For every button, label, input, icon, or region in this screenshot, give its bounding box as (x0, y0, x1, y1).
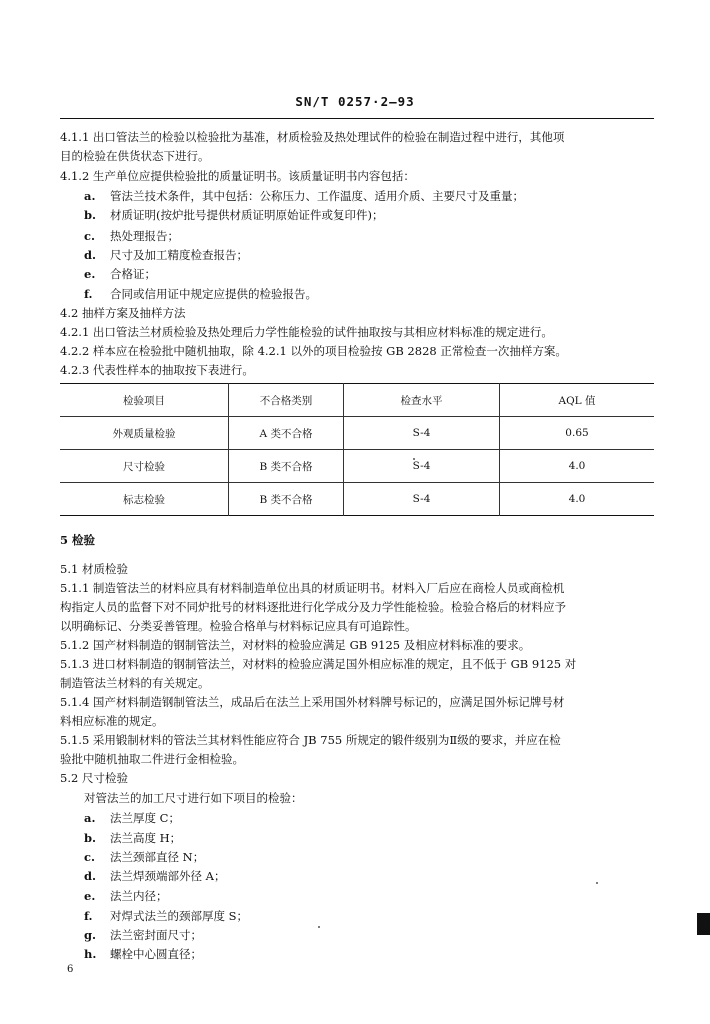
table-row (60, 483, 654, 516)
table-row (60, 450, 654, 483)
list-text: 材质证明(按炉批号提供材质证明原始证件或复印件)； (110, 208, 384, 222)
clause-5-2-intro: 对管法兰的加工尺寸进行如下项目的检验： (84, 791, 303, 805)
scan-speck (413, 458, 415, 460)
list-item (84, 848, 678, 866)
section-5-title: 5 检验 (60, 533, 96, 547)
table-cell: A 类不合格 (229, 417, 344, 450)
table-header-cell: AQL 值 (500, 384, 655, 417)
clause-5-1-1-line-3: 以明确标记、分类妥善管理。检验合格单与材料标记应具有可追踪性。 (60, 619, 417, 633)
list-item (84, 246, 678, 264)
table-header-cell: 不合格类别 (229, 384, 344, 417)
clause-5-1-title: 5.1 材质检验 (60, 562, 128, 576)
list-text: 法兰密封面尺寸； (110, 928, 202, 942)
clause-5-1-3-line-2: 制造管法兰材料的有关规定。 (60, 676, 210, 690)
list-text: 热处理报告； (110, 229, 179, 243)
table-cell: B 类不合格 (229, 450, 344, 483)
list-item (84, 945, 678, 963)
clause-4-1-2-title: 4.1.2 生产单位应提供检验批的质量证明书。该质量证明书内容包括： (60, 169, 415, 183)
clause-5-1-5-line-2: 验批中随机抽取二件进行金相检验。 (60, 752, 244, 766)
list-item (84, 187, 678, 205)
table-cell: 0.65 (500, 417, 655, 450)
list-item (84, 227, 678, 245)
list-marker: e. (84, 267, 96, 281)
list-text: 合同或信用证中规定应提供的检验报告。 (110, 287, 317, 301)
clause-4-2-2: 4.2.2 样本应在检验批中随机抽取，除 4.2.1 以外的项目检验按 GB 2828 正常检查一次抽样方案。 (60, 344, 567, 358)
list-text: 法兰厚度 C； (110, 811, 180, 825)
list-marker: c. (84, 850, 96, 864)
list-marker: e. (84, 889, 96, 903)
list-text: 螺栓中心圆直径； (110, 947, 202, 961)
scan-speck (596, 882, 598, 884)
list-marker: d. (84, 248, 97, 262)
list-item (84, 829, 678, 847)
table-cell: 4.0 (500, 483, 655, 516)
table-header-row (60, 384, 654, 417)
list-marker: f. (84, 909, 93, 923)
table-cell: S-4 (344, 450, 500, 483)
clause-4-2-title: 4.2 抽样方案及抽样方法 (60, 306, 186, 320)
standard-code-header: SN/T 0257·2—93 (295, 94, 415, 109)
clause-5-1-2: 5.1.2 国产材料制造的钢制管法兰，对材料的检验应满足 GB 9125 及相应材料标准的要求。 (60, 638, 531, 652)
clause-5-1-4-line-2: 料相应标准的规定。 (60, 714, 164, 728)
list-text: 尺寸及加工精度检查报告； (110, 248, 248, 262)
list-item (84, 887, 678, 905)
table-cell: 4.0 (500, 450, 655, 483)
list-marker: b. (84, 831, 97, 845)
list-item (84, 809, 678, 827)
list-item (84, 926, 678, 944)
list-marker: a. (84, 189, 96, 203)
list-marker: d. (84, 869, 97, 883)
list-text: 法兰高度 H； (110, 831, 182, 845)
list-marker: a. (84, 811, 96, 825)
clause-5-1-3-line-1: 5.1.3 进口材料制造的钢制管法兰，对材料的检验应满足国外相应标准的规定，且不低于 GB 9125 对 (60, 657, 577, 671)
list-text: 法兰焊颈端部外径 A； (110, 869, 226, 883)
list-text: 合格证； (110, 267, 156, 281)
clause-4-2-1: 4.2.1 出口管法兰材质检验及热处理后力学性能检验的试件抽取按与其相应材料标准的规定进行。 (60, 325, 553, 339)
table-cell: B 类不合格 (229, 483, 344, 516)
table-cell: 尺寸检验 (60, 450, 229, 483)
list-item (84, 285, 678, 303)
table-cell: 外观质量检验 (60, 417, 229, 450)
clause-5-1-4-line-1: 5.1.4 国产材料制造钢制管法兰，成品后在法兰上采用国外材料牌号标记的，应满足国外标记牌号材 (60, 695, 565, 709)
list-item (84, 867, 678, 885)
scan-speck (318, 926, 320, 928)
table-row (60, 417, 654, 450)
list-marker: g. (84, 928, 97, 942)
page-number: 6 (67, 964, 74, 975)
list-text: 法兰内径； (110, 889, 168, 903)
list-text: 法兰颈部直径 N； (110, 850, 205, 864)
list-item (84, 907, 678, 925)
clause-5-1-1-line-1: 5.1.1 制造管法兰的材料应具有材料制造单位出具的材质证明书。材料入厂后应在商检人员或商检机 (60, 581, 565, 595)
table-header-cell: 检验项目 (123, 394, 165, 407)
scan-edge-mark (697, 913, 710, 935)
clause-5-1-5-line-1: 5.1.5 采用锻制材料的管法兰其材料性能应符合 JB 755 所规定的锻件级别为Ⅱ级的要求，并应在检 (60, 733, 561, 747)
list-item (84, 206, 678, 224)
list-text: 管法兰技术条件，其中包括：公称压力、工作温度、适用介质、主要尺寸及重量； (110, 189, 524, 203)
sampling-table (60, 383, 654, 516)
list-marker: h. (84, 947, 97, 961)
list-text: 对焊式法兰的颈部厚度 S； (110, 909, 249, 923)
list-item (84, 265, 678, 283)
clause-5-2-title: 5.2 尺寸检验 (60, 771, 128, 785)
header-rule (60, 118, 654, 119)
clause-5-1-1-line-2: 构指定人员的监督下对不同炉批号的材料逐批进行化学成分及力学性能检验。检验合格后的材料应予 (60, 600, 566, 614)
table-cell: S-4 (344, 483, 500, 516)
table-header-cell: 检查水平 (344, 384, 500, 417)
list-marker: f. (84, 287, 93, 301)
list-marker: b. (84, 208, 97, 222)
clause-4-1-1-line-2: 目的检验在供货状态下进行。 (60, 149, 210, 163)
clause-4-2-3: 4.2.3 代表性样本的抽取按下表进行。 (60, 363, 254, 377)
clause-4-1-1-line-1: 4.1.1 出口管法兰的检验以检验批为基准，材质检验及热处理试件的检验在制造过程中进行，其他项 (60, 130, 565, 144)
table-cell: 标志检验 (60, 483, 229, 516)
table-cell: S-4 (344, 417, 500, 450)
list-marker: c. (84, 229, 96, 243)
